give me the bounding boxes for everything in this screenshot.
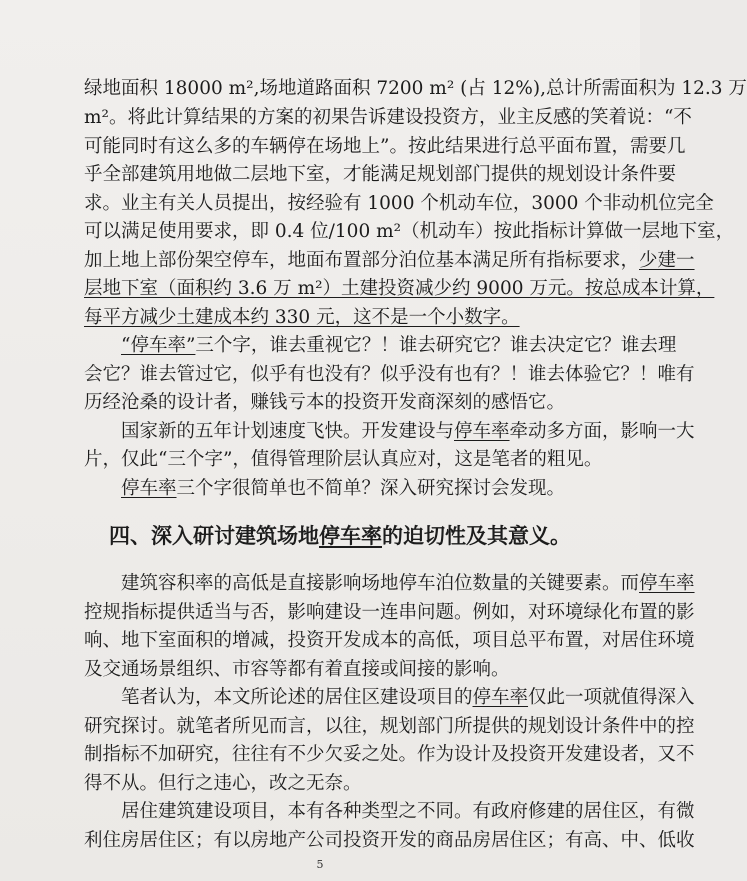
text-line: 制指标不加研究，往往有不少欠妥之处。作为设计及投资开发建设者，又不 xyxy=(84,744,695,765)
text-segment: 笔者认为，本文所论述的居住区建设项目的 xyxy=(121,687,473,708)
text-line: 响、地下室面积的增减，投资开发成本的高低，项目总平布置，对居住环境 xyxy=(84,630,695,651)
text-line xyxy=(121,475,584,504)
text-line: 求。业主有关人员提出，按经验有 1000 个机动车位，3000 个非动机位完全 xyxy=(84,193,714,214)
text-segment: 牵动多方面，影响一大 xyxy=(509,421,695,442)
text-line xyxy=(84,247,695,276)
text-line: 可能同时有这么多的车辆停在场地上”。按此结果进行总平面布置，需要几 xyxy=(84,136,686,157)
underlined-text: 每平方减少土建成本约 330 元，这不是一个小数字。 xyxy=(84,307,520,328)
section-heading xyxy=(100,520,580,550)
text-line: 绿地面积 18000 m²,场地道路面积 7200 m² (占 12%),总计所需面积为 12.3 万 xyxy=(84,78,747,99)
text-line xyxy=(121,684,695,713)
heading-underlined-term: 停车率 xyxy=(319,524,382,548)
heading-text: 四、深入研讨建筑场地 xyxy=(109,524,319,548)
underlined-term: 停车率 xyxy=(121,478,177,499)
text-segment: 仅此一项就值得深入 xyxy=(528,687,695,708)
text-line: 会它？谁去管过它，似乎有也没有？似乎没有也有？！谁去体验它？！唯有 xyxy=(84,364,695,385)
text-segment: 三个字，谁去重视它？！谁去研究它？谁去决定它？谁去理 xyxy=(195,335,677,356)
underlined-term: “停车率” xyxy=(121,335,196,356)
text-line: m²。将此计算结果的方案的初果告诉建设投资方，业主反感的笑着说：“不 xyxy=(84,107,692,128)
heading-text: 的迫切性及其意义。 xyxy=(382,524,571,548)
text-line: 居住建筑建设项目，本有各种类型之不同。有政府修建的居住区，有微 xyxy=(121,801,695,822)
text-line: 可以满足使用要求，即 0.4 位/100 m²（机动车）按此指标计算做一层地下室， xyxy=(84,221,735,242)
underlined-term: 停车率 xyxy=(454,421,510,442)
text-segment: 三个字很简单也不简单？深入研究探讨会发现。 xyxy=(176,478,566,499)
text-line: 控规指标提供适当与否，影响建设一连串问题。例如，对环境绿化布置的影 xyxy=(84,602,695,623)
underlined-text: 少建一 xyxy=(639,250,695,271)
text-line: 及交通场景组织、市容等都有着直接或间接的影响。 xyxy=(84,659,510,680)
text-line: 乎全部建筑用地做二层地下室，才能满足规划部门提供的规划设计条件要 xyxy=(84,164,677,185)
text-segment: 加上地上部份架空停车，地面布置部分泊位基本满足所有指标要求， xyxy=(84,250,640,271)
text-line: 利住房居住区；有以房地产公司投资开发的商品房居住区；有高、中、低收 xyxy=(84,830,695,851)
text-line xyxy=(121,570,695,599)
text-line: 历经沧桑的设计者，赚钱亏本的投资开发商深刻的感悟它。 xyxy=(84,392,566,413)
text-segment: 国家新的五年计划速度飞快。开发建设与 xyxy=(121,421,455,442)
underlined-term: 停车率 xyxy=(472,687,529,708)
text-line: 得不从。但行之违心，改之无奈。 xyxy=(84,773,362,794)
text-line: 片，仅此“三个字”，值得管理阶层认真应对，这是笔者的粗见。 xyxy=(84,449,603,470)
text-line xyxy=(121,418,695,447)
page-number: 5 xyxy=(316,858,324,871)
text-line xyxy=(121,332,677,361)
underlined-term: 停车率 xyxy=(639,573,695,594)
underlined-text-line: 层地下室（面积约 3.6 万 m²）土建投资减少约 9000 万元。按总成本计算， xyxy=(84,278,715,299)
text-segment: 建筑容积率的高低是直接影响场地停车泊位数量的关键要素。而 xyxy=(121,573,640,594)
underlined-text-line xyxy=(84,304,584,333)
text-line: 研究探讨。就笔者所见而言，以往，规划部门所提供的规划设计条件中的控 xyxy=(84,716,695,737)
